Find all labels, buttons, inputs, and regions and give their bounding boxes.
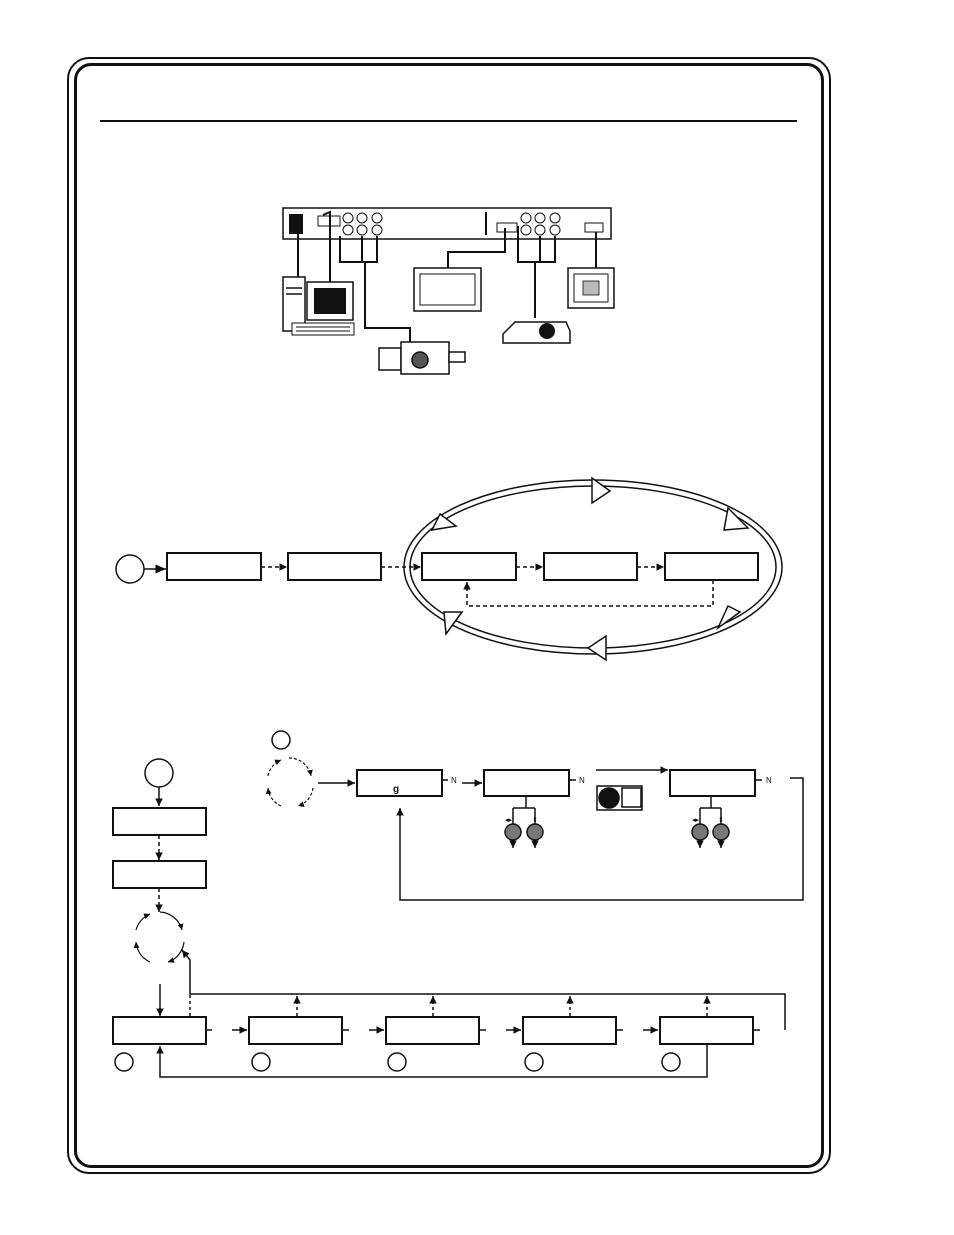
no-label-3: N [766,776,772,785]
flow-box-a [113,808,206,835]
step-circle-5 [662,1053,680,1071]
connection-diagram [283,208,614,374]
flowchart [113,731,803,1077]
step-circle-3 [388,1053,406,1071]
adjust-knob-horizontal-2 [692,824,708,840]
camcorder [379,342,465,374]
rotate-cycle-icon-left [136,912,184,962]
no-label-1: N [451,776,457,785]
start-node [116,555,144,583]
step-circle-1 [115,1053,133,1071]
flow-box-top-3 [670,770,755,796]
step-circles [115,1053,680,1071]
menu-cycle-diagram [116,478,782,660]
menu-box-5 [665,553,758,580]
projector [503,322,570,343]
flow-start-node [145,759,173,787]
box-glyph: g [393,784,400,795]
control-panel [568,268,614,308]
flow-step-circle-top [272,731,290,749]
flow-step-box-1 [113,1017,206,1044]
cycle-boxes [167,553,758,580]
no-label-2: N [579,776,585,785]
flow-box-top-1 [357,770,442,796]
black-button [599,788,619,808]
flow-step-box-4 [523,1017,616,1044]
knob-arrow-h-2: ◂▸ [692,817,700,824]
adjust-knob-horizontal [505,824,521,840]
step-circle-2 [252,1053,270,1071]
flow-step-box-2 [249,1017,342,1044]
flat-panel-display [414,268,481,311]
power-inlet [289,214,303,234]
flow-box-top-2 [484,770,569,796]
step-circle-4 [525,1053,543,1071]
knob-arrow-v-1: ⬍ [532,817,538,824]
flow-step-box-3 [386,1017,479,1044]
menu-box-3 [422,553,516,580]
flow-step-box-5 [660,1017,753,1044]
flow-box-b [113,861,206,888]
adjust-knob-vertical-2 [713,824,729,840]
knob-arrow-v-2: ⬍ [718,817,724,824]
menu-box-2 [288,553,381,580]
white-button [622,788,641,807]
adjust-knob-vertical [527,824,543,840]
menu-box-1 [167,553,261,580]
menu-box-4 [544,553,637,580]
rotate-cycle-icon-top [268,758,313,806]
knob-arrow-h-1: ◂▸ [505,817,513,824]
